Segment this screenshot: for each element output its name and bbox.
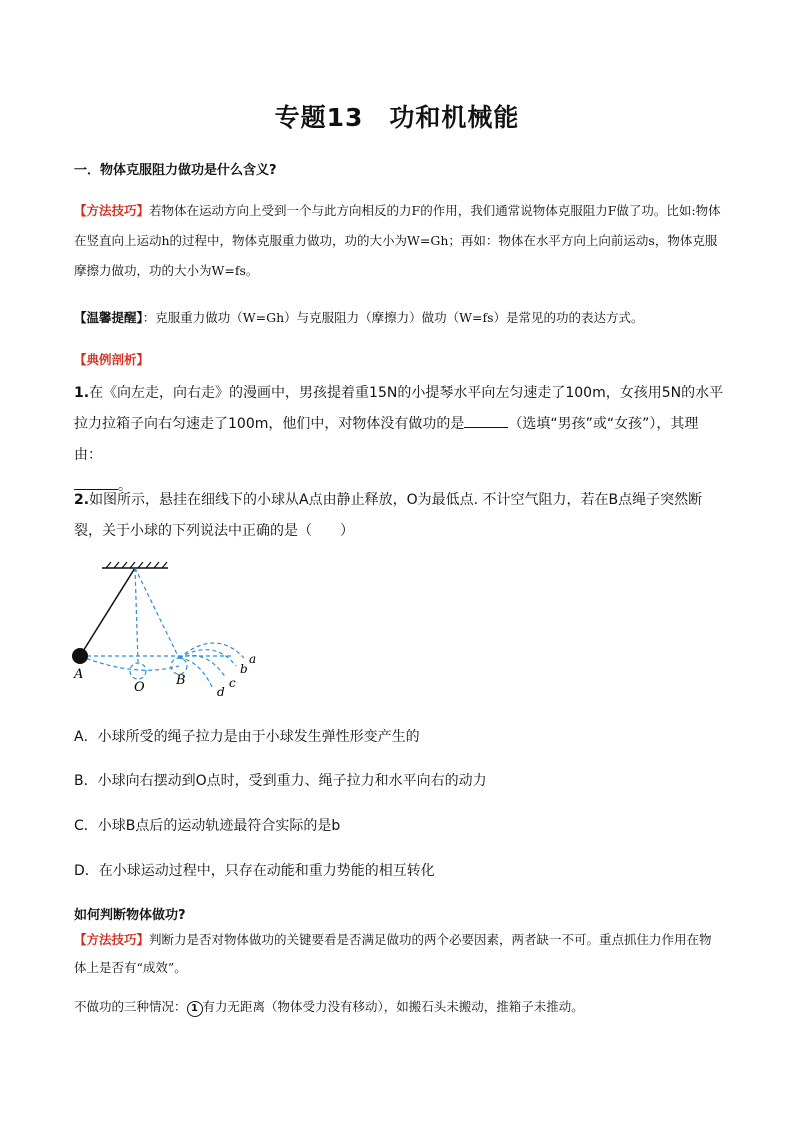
figure-label-A: A [74,667,84,682]
example-label-text: 【典例剖析】 [74,352,150,367]
q2-text: 如图所示，悬挂在细线下的小球从A点由静止释放，O为最低点. 不计空气阻力，若在B点绳子突然断裂，关于小球的下列说法中正确的是（ ） [74,492,703,539]
pendulum-figure [66,560,276,700]
case1-number: 1 [187,1001,203,1017]
method-label: 【方法技巧】 [74,203,150,218]
figure-label-a: a [249,652,257,666]
method2-text: 判断力是否对物体做功的关键要看是否满足做功的两个必要因素，两者缺一不可。重点抓住力作用在物体上是否有“成效”。 [74,932,712,975]
option-a[interactable]: A．小球所受的绳子拉力是由于小球发生弹性形变产生的 [74,729,420,745]
case1-text: 有力无距离（物体受力没有移动），如搬石头未搬动，推箱子未推动。 [202,999,584,1014]
figure-label-B: B [176,673,186,688]
q1-blank-1[interactable] [464,413,508,428]
option-c[interactable]: C．小球B点后的运动轨迹最符合实际的是b [74,818,341,834]
question-2 [74,485,724,547]
q1-end: 。 [118,478,132,494]
question-1 [74,378,724,502]
figure-label-O: O [134,680,145,695]
method-text: 若物体在运动方向上受到一个与此方向相反的力F的作用，我们通常说物体克服阻力F做了功。比如:物体在竖直向上运动h的过程中，物体克服重力做功，功的大小为W=Gh；再如：物体在水平方向上向前运动s，物体克服摩擦力做功，功的大小为W=fs。 [74,203,721,278]
section2-heading: 如何判断物体做功? [74,908,186,923]
figure-label-b: b [240,662,248,676]
cases-prefix: 不做功的三种情况： [74,999,187,1014]
q1-text-b: （选填“男孩”或“女孩”），其理由： [74,416,699,463]
option-d[interactable]: D．在小球运动过程中，只存在动能和重力势能的相互转化 [74,863,435,879]
figure-label-c: c [229,676,236,690]
tip-paragraph [74,303,724,333]
tip-label: 【温馨提醒】 [74,310,143,325]
section2-method-paragraph [74,926,724,982]
section1-heading: 一．物体克服阻力做功是什么含义? [74,163,277,178]
page-title: 专题13 功和机械能 [274,103,520,132]
figure-label-d: d [217,685,225,699]
tip-text: ：克服重力做功（W=Gh）与克服阻力（摩擦力）做功（W=fs）是常见的功的表达方式。 [142,310,644,325]
q1-text-a: 在《向左走，向右走》的漫画中，男孩提着重15N的小提琴水平向左匀速走了100m，女孩用5N的水平拉力拉箱子向右匀速走了100m，他们中，对物体没有做功的是 [74,385,724,432]
cases-paragraph [74,992,724,1022]
section1-method-paragraph [74,196,724,286]
q1-number: 1. [74,385,90,401]
method2-label: 【方法技巧】 [74,932,150,947]
example-label [74,345,724,375]
option-b[interactable]: B．小球向右摆动到O点时，受到重力、绳子拉力和水平向右的动力 [74,773,487,789]
q2-number: 2. [74,492,90,508]
